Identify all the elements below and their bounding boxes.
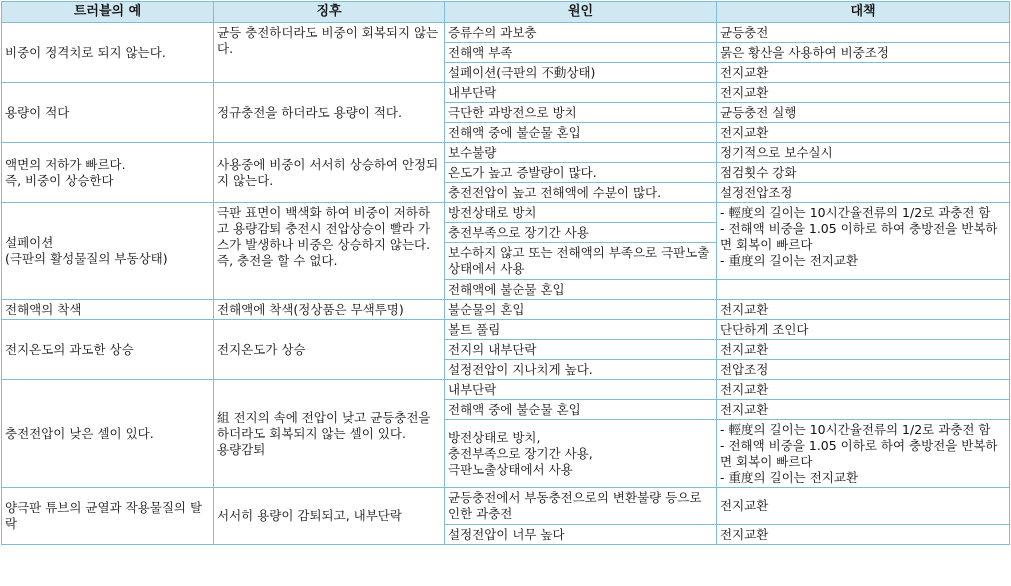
cause-cell: 방전상태로 방치, 충전부족으로 장기간 사용, 극판노출상태에서 사용: [445, 420, 717, 488]
remedy-cell: 정기적으로 보수실시: [717, 143, 1010, 163]
cause-cell: 증류수의 과보충: [445, 23, 717, 43]
cause-cell: 전지의 내부단락: [445, 340, 717, 360]
remedy-cell: 설정전압조정: [717, 183, 1010, 203]
remedy-cell: 전지교환: [717, 400, 1010, 420]
table-row: [2, 23, 1010, 43]
remedy-cell: 전지교환: [717, 63, 1010, 83]
symptom-cell: 사용중에 비중이 서서히 상승하여 안정되지 않는다.: [214, 143, 445, 203]
example-cell: 전지온도의 과도한 상승: [2, 320, 214, 380]
remedy-cell: - 輕度의 길이는 10시간율전류의 1/2로 과충전 함 - 전해액 비중을 1.05 이하로 하여 충방전을 반복하면 회복이 빠르다 - 重度의 길이는 전지교환: [717, 420, 1010, 488]
cause-cell: 전해액 중에 불순물 혼입: [445, 123, 717, 143]
example-cell: 전해액의 착색: [2, 300, 214, 320]
remedy-cell: 묽은 황산을 사용하여 비중조정: [717, 43, 1010, 63]
remedy-cell: 점검횟수 강화: [717, 163, 1010, 183]
remedy-cell: [717, 280, 1010, 300]
symptom-cell: 서서히 용량이 감퇴되고, 내부단락: [214, 488, 445, 545]
cause-cell: 균등충전에서 부동충전으로의 변환불량 등으로 인한 과충전: [445, 488, 717, 525]
cause-cell: 극단한 과방전으로 방치: [445, 103, 717, 123]
cause-cell: 설정전압이 지나치게 높다.: [445, 360, 717, 380]
cause-cell: 전해액에 불순물 혼입: [445, 280, 717, 300]
cause-cell: 설정전압이 너무 높다: [445, 525, 717, 545]
example-cell: 용량이 적다: [2, 83, 214, 143]
example-cell: 양극판 튜브의 균열과 작용물질의 탈락: [2, 488, 214, 545]
cause-cell: 전해액 부족: [445, 43, 717, 63]
cause-cell: 볼트 풀림: [445, 320, 717, 340]
remedy-cell: 단단하게 조인다: [717, 320, 1010, 340]
example-cell: 설페이션 (극판의 활성물질의 부동상태): [2, 203, 214, 300]
remedy-cell: - 輕度의 길이는 10시간율전류의 1/2로 과충전 함 - 전해액 비중을 1.05 이하로 하여 충방전을 반복하면 회복이 빠르다 - 重度의 길이는 전지교환: [717, 203, 1010, 280]
table-row: [2, 380, 1010, 400]
remedy-cell: 전지교환: [717, 83, 1010, 103]
trouble-table: [1, 1, 1010, 545]
cause-cell: 방전상태로 방치: [445, 203, 717, 223]
symptom-cell: 전지온도가 상승: [214, 320, 445, 380]
remedy-cell: 전지교환: [717, 300, 1010, 320]
remedy-cell: 전지교환: [717, 380, 1010, 400]
table-row: [2, 83, 1010, 103]
cause-cell: 불순물의 혼입: [445, 300, 717, 320]
header-cause: 원인: [445, 2, 717, 23]
table-row: [2, 203, 1010, 223]
remedy-cell: 전지교환: [717, 123, 1010, 143]
symptom-cell: 組 전지의 속에 전압이 낮고 균등충전을 하더라도 회복되지 않는 셀이 있다. 용량감퇴: [214, 380, 445, 488]
cause-cell: 전해액 중에 불순물 혼입: [445, 400, 717, 420]
cause-cell: 보수불량: [445, 143, 717, 163]
example-cell: 액면의 저하가 빠르다. 즉, 비중이 상승한다: [2, 143, 214, 203]
cause-cell: 보수하지 않고 또는 전해액의 부족으로 극판노출상태에서 사용: [445, 243, 717, 280]
cause-cell: 온도가 높고 증발량이 많다.: [445, 163, 717, 183]
header-row: [2, 2, 1010, 23]
table-row: [2, 488, 1010, 525]
symptom-cell: 정규충전을 하더라도 용량이 적다.: [214, 83, 445, 143]
example-cell: 비중이 정격치로 되지 않는다.: [2, 23, 214, 83]
remedy-cell: 균등충전: [717, 23, 1010, 43]
table-row: [2, 320, 1010, 340]
symptom-cell: 전해액에 착색(정상품은 무색투명): [214, 300, 445, 320]
cause-cell: 설페이션(극판의 不動상태): [445, 63, 717, 83]
header-remedy: 대책: [717, 2, 1010, 23]
symptom-cell: 균등 충전하더라도 비중이 회복되지 않는다.: [214, 23, 445, 83]
remedy-cell: 균등충전 실행: [717, 103, 1010, 123]
example-cell: 충전전압이 낮은 셀이 있다.: [2, 380, 214, 488]
remedy-cell: 전압조정: [717, 360, 1010, 380]
cause-cell: 충전부족으로 장기간 사용: [445, 223, 717, 243]
table-row: [2, 143, 1010, 163]
header-example: 트러블의 예: [2, 2, 214, 23]
symptom-cell: 극판 표면이 백색화 하여 비중이 저하하고 용량감퇴 충전시 전압상승이 빨라 가스가 발생하나 비중은 상승하지 않는다. 즉, 충전을 할 수 없다.: [214, 203, 445, 300]
remedy-cell: 전지교환: [717, 525, 1010, 545]
remedy-cell: 전지교환: [717, 488, 1010, 525]
header-symptom: 징후: [214, 2, 445, 23]
remedy-cell: 전지교환: [717, 340, 1010, 360]
table-row: [2, 300, 1010, 320]
cause-cell: 내부단락: [445, 380, 717, 400]
cause-cell: 내부단락: [445, 83, 717, 103]
cause-cell: 충전전압이 높고 전해액에 수분이 많다.: [445, 183, 717, 203]
